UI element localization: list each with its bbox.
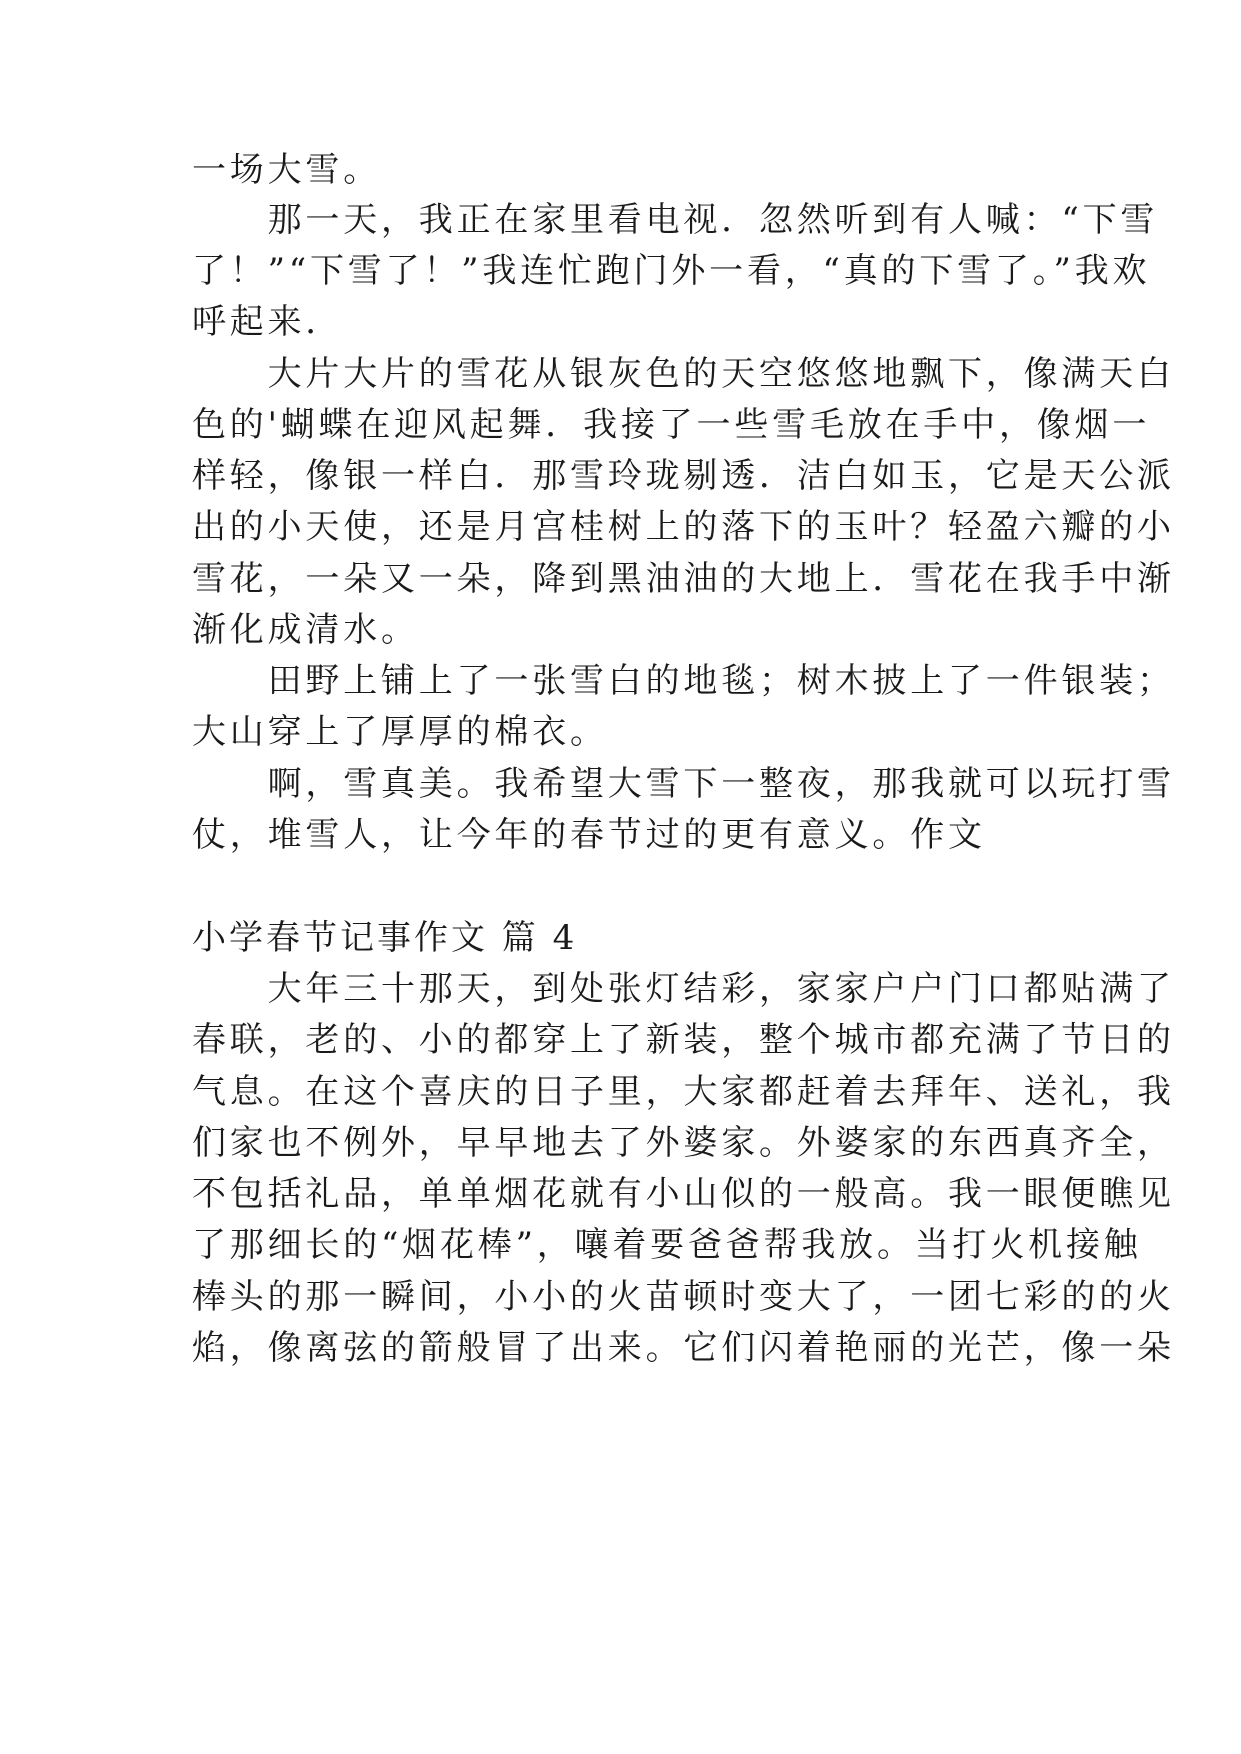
- text-line: 大片大片的雪花从银灰色的天空悠悠地飘下，像满天白: [192, 354, 1175, 394]
- text-line: 了那细长的“烟花棒”，嚷着要爸爸帮我放。当打火机接触: [192, 1225, 1142, 1265]
- text-line: 出的小天使，还是月宫桂树上的落下的玉叶？轻盈六瓣的小: [192, 507, 1175, 547]
- text-line: 大年三十那天，到处张灯结彩，家家户户门口都贴满了: [192, 969, 1175, 1009]
- text-line: 渐化成清水。: [192, 610, 419, 650]
- text-line: 气息。在这个喜庆的日子里，大家都赶着去拜年、送礼，我: [192, 1072, 1175, 1112]
- text-line: 大山穿上了厚厚的棉衣。: [192, 712, 608, 752]
- text-line: 们家也不例外，早早地去了外婆家。外婆家的东西真齐全，: [192, 1123, 1175, 1163]
- text-line: 田野上铺上了一张雪白的地毯；树木披上了一件银装；: [192, 661, 1175, 701]
- text-line: 了！”“下雪了！”我连忙跑门外一看，“真的下雪了。”我欢: [192, 251, 1151, 291]
- text-line: 那一天，我正在家里看电视．忽然听到有人喊：“下雪: [192, 200, 1159, 240]
- text-line: 春联，老的、小的都穿上了新装，整个城市都充满了节日的: [192, 1020, 1175, 1060]
- section-heading: 小学春节记事作文 篇 4: [192, 918, 578, 958]
- text-line: 样轻，像银一样白．那雪玲珑剔透．洁白如玉，它是天公派: [192, 456, 1175, 496]
- text-line: 不包括礼品，单单烟花就有小山似的一般高。我一眼便瞧见: [192, 1174, 1175, 1214]
- text-line: 啊，雪真美。我希望大雪下一整夜，那我就可以玩打雪: [192, 764, 1175, 804]
- text-line: 色的'蝴蝶在迎风起舞．我接了一些雪毛放在手中，像烟一: [192, 405, 1151, 445]
- text-line: 雪花，一朵又一朵，降到黑油油的大地上．雪花在我手中渐: [192, 559, 1175, 599]
- text-line: 一场大雪。: [192, 150, 381, 190]
- text-line: 焰，像离弦的箭般冒了出来。它们闪着艳丽的光芒，像一朵: [192, 1328, 1175, 1368]
- text-line: 棒头的那一瞬间，小小的火苗顿时变大了，一团七彩的的火: [192, 1277, 1175, 1317]
- text-line: 呼起来．: [192, 302, 344, 342]
- text-line: 仗，堆雪人，让今年的春节过的更有意义。作文: [192, 815, 986, 855]
